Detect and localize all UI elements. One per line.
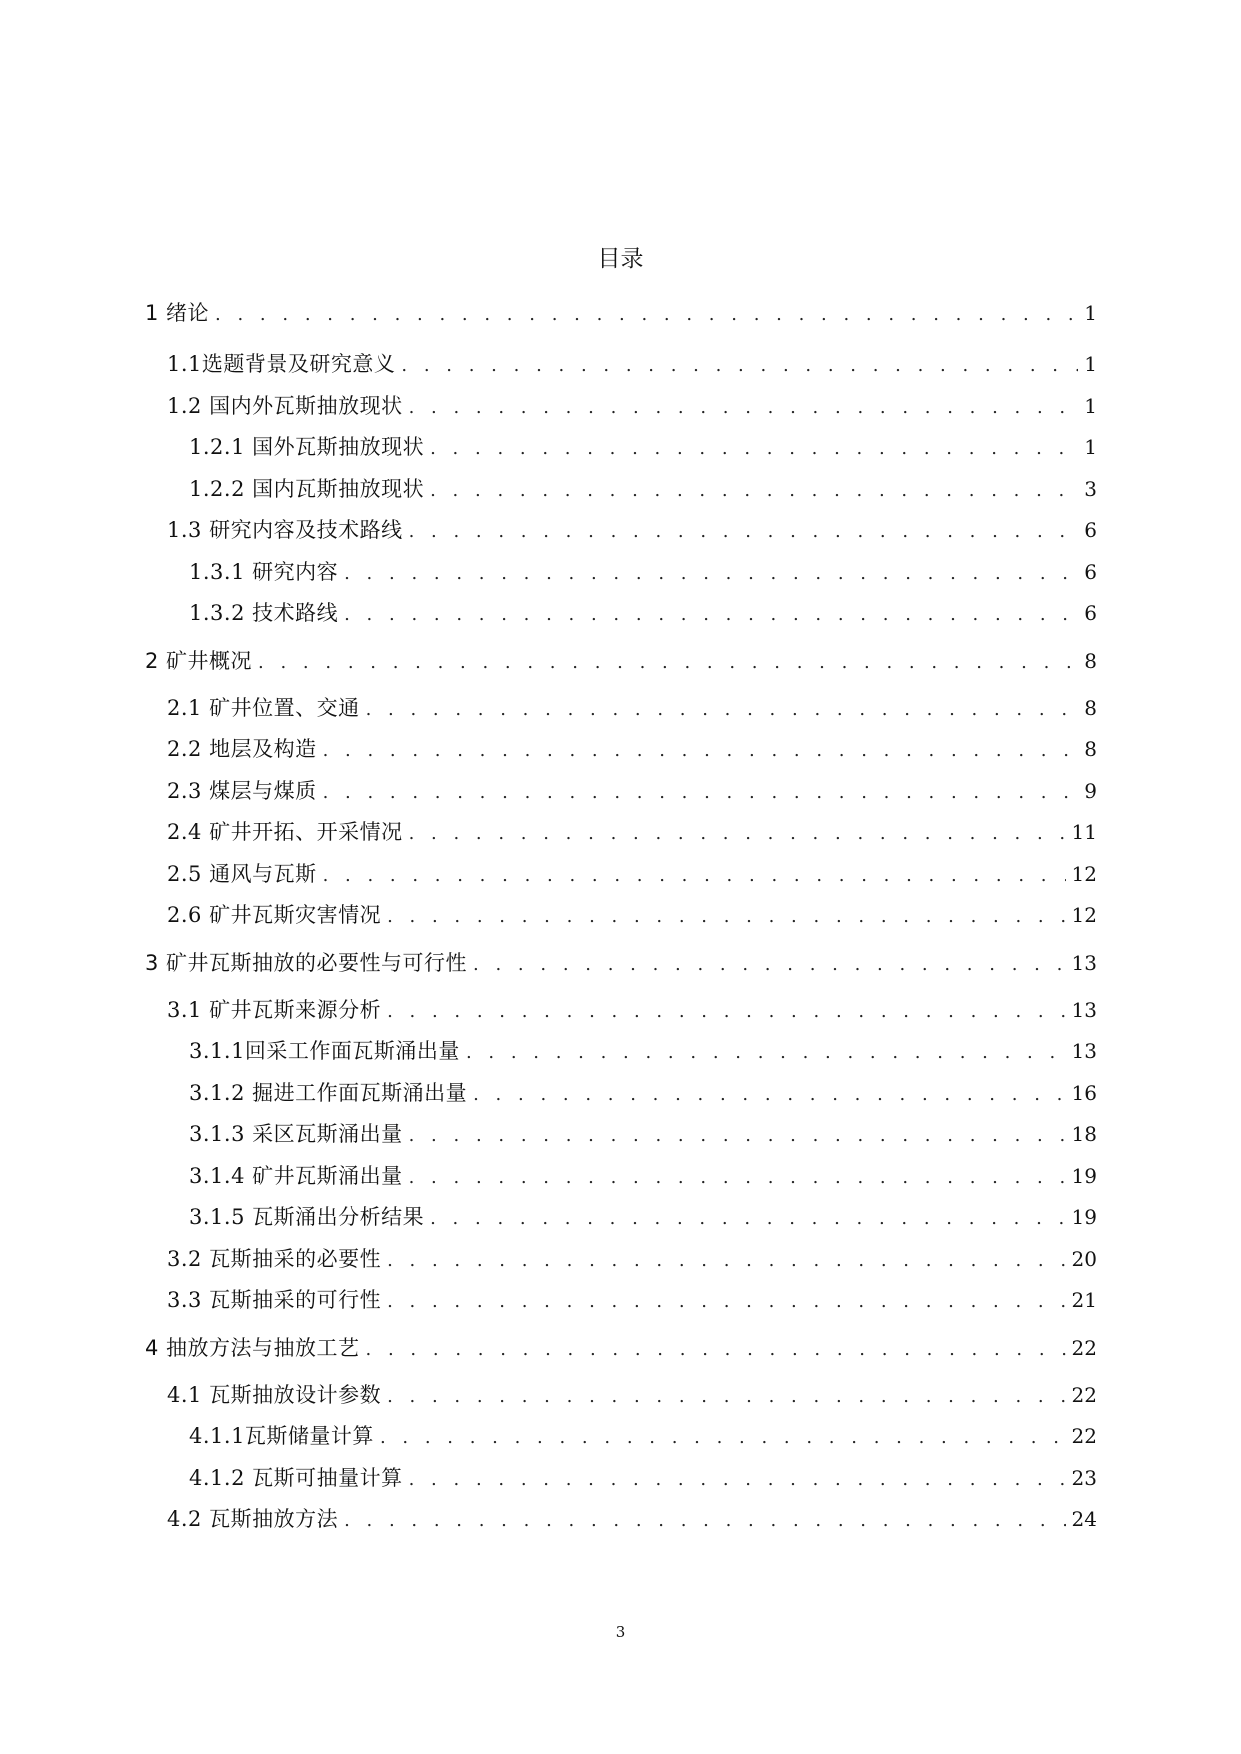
toc-entry-page: 21 bbox=[1071, 1288, 1097, 1312]
toc-entry-page: 9 bbox=[1084, 778, 1097, 803]
toc-entry[interactable] bbox=[145, 344, 1097, 386]
toc-dot-leader bbox=[344, 594, 1078, 636]
toc-entry-page: 1 bbox=[1084, 435, 1097, 459]
toc-entry-page: 1 bbox=[1084, 393, 1097, 418]
toc-entry-page: 12 bbox=[1071, 903, 1097, 927]
toc-entry-page: 8 bbox=[1084, 695, 1097, 720]
toc-entry[interactable] bbox=[145, 1499, 1097, 1541]
toc-entry[interactable] bbox=[145, 1031, 1097, 1073]
toc-entry[interactable] bbox=[145, 1197, 1097, 1239]
toc-entry-title: 3.1.4 矿井瓦斯涌出量 bbox=[189, 1163, 403, 1188]
toc-entry[interactable] bbox=[145, 1073, 1097, 1115]
toc-dot-leader bbox=[387, 1376, 1065, 1418]
toc-entry[interactable] bbox=[145, 1114, 1097, 1156]
toc-entry-title: 2.2 地层及构造 bbox=[167, 737, 317, 761]
toc-entry[interactable] bbox=[145, 469, 1097, 511]
toc-dot-leader bbox=[387, 1240, 1065, 1282]
toc-entry[interactable] bbox=[145, 990, 1097, 1032]
toc-entry-page: 3 bbox=[1084, 476, 1097, 501]
toc-entry-title: 2 矿井概况 bbox=[145, 648, 253, 673]
toc-entry[interactable] bbox=[145, 1416, 1097, 1458]
toc-entry-title: 4.1.1瓦斯储量计算 bbox=[189, 1424, 374, 1448]
toc-entry-page: 12 bbox=[1071, 861, 1097, 886]
toc-dot-leader bbox=[409, 1115, 1066, 1157]
toc-entry-title: 1.2 国内外瓦斯抽放现状 bbox=[167, 393, 403, 418]
toc-chapter-entry[interactable] bbox=[145, 1322, 1097, 1375]
toc-dot-leader bbox=[473, 1074, 1065, 1116]
toc-entry-title: 4.2 瓦斯抽放方法 bbox=[167, 1507, 339, 1531]
toc-entry-page: 19 bbox=[1071, 1163, 1097, 1188]
toc-dot-leader bbox=[258, 636, 1078, 689]
toc-dot-leader bbox=[344, 1500, 1065, 1542]
toc-dot-leader bbox=[473, 938, 1066, 991]
toc-entry-page: 22 bbox=[1071, 1382, 1097, 1407]
toc-entry-page: 6 bbox=[1084, 559, 1097, 584]
page-number: 3 bbox=[615, 1623, 626, 1641]
toc-dot-leader bbox=[366, 1323, 1066, 1376]
toc-dot-leader bbox=[387, 896, 1065, 938]
toc-entry[interactable] bbox=[145, 688, 1097, 730]
toc-dot-leader bbox=[430, 428, 1078, 470]
toc-entry-title: 2.5 通风与瓦斯 bbox=[167, 861, 317, 886]
toc-entry-title: 3.1.2 掘进工作面瓦斯涌出量 bbox=[189, 1080, 468, 1105]
toc-entry-title: 2.4 矿井开拓、开采情况 bbox=[167, 820, 403, 844]
toc-entry-title: 2.1 矿井位置、交通 bbox=[167, 695, 360, 720]
toc-dot-leader bbox=[215, 298, 1078, 332]
toc-entry-title: 3.1.3 采区瓦斯涌出量 bbox=[189, 1122, 403, 1146]
toc-entry-title: 3.1.5 瓦斯涌出分析结果 bbox=[189, 1205, 425, 1229]
toc-entry[interactable] bbox=[145, 1239, 1097, 1281]
toc-entry-title: 3 矿井瓦斯抽放的必要性与可行性 bbox=[145, 950, 468, 975]
toc-dot-leader bbox=[401, 345, 1078, 387]
page-title: 目录 bbox=[597, 246, 644, 272]
toc-entry-title: 2.6 矿井瓦斯灾害情况 bbox=[167, 903, 382, 927]
toc-entry-page: 13 bbox=[1071, 997, 1097, 1022]
toc-dot-leader bbox=[409, 1157, 1066, 1199]
toc-entry-page: 24 bbox=[1071, 1507, 1097, 1531]
toc-entry-title: 3.1 矿井瓦斯来源分析 bbox=[167, 997, 382, 1022]
toc-entry[interactable] bbox=[145, 812, 1097, 854]
toc-entry-page: 18 bbox=[1071, 1122, 1097, 1146]
toc-entry-page: 22 bbox=[1071, 1424, 1097, 1448]
toc-entry-title: 1 绪论 bbox=[145, 301, 210, 325]
toc-entry[interactable] bbox=[145, 1280, 1097, 1322]
toc-entry[interactable] bbox=[145, 1375, 1097, 1417]
toc-dot-leader bbox=[430, 1198, 1065, 1240]
toc-dot-leader bbox=[466, 1032, 1066, 1074]
toc-entry[interactable] bbox=[145, 386, 1097, 428]
toc-entry-title: 3.1.1回采工作面瓦斯涌出量 bbox=[189, 1039, 460, 1063]
toc-entry-page: 19 bbox=[1071, 1205, 1097, 1229]
toc-dot-leader bbox=[409, 1459, 1066, 1501]
toc-dot-leader bbox=[409, 813, 1066, 855]
toc-entry[interactable] bbox=[145, 1156, 1097, 1198]
toc-chapter-entry[interactable] bbox=[145, 937, 1097, 990]
toc-dot-leader bbox=[366, 689, 1079, 731]
toc-entry[interactable] bbox=[145, 854, 1097, 896]
toc-entry-page: 11 bbox=[1071, 820, 1097, 844]
toc-entry[interactable] bbox=[145, 729, 1097, 771]
toc-dot-leader bbox=[323, 730, 1079, 772]
toc-entry-title: 3.3 瓦斯抽采的可行性 bbox=[167, 1288, 382, 1312]
toc-entry-page: 20 bbox=[1071, 1246, 1097, 1271]
toc-entry-page: 16 bbox=[1071, 1080, 1097, 1105]
toc-dot-leader bbox=[430, 470, 1078, 512]
toc-dot-leader bbox=[387, 1281, 1065, 1323]
toc-entry-page: 23 bbox=[1071, 1465, 1097, 1490]
table-of-contents bbox=[145, 296, 1097, 1541]
toc-entry-title: 2.3 煤层与煤质 bbox=[167, 778, 317, 803]
toc-entry-title: 1.3.2 技术路线 bbox=[189, 601, 339, 625]
toc-entry-title: 1.3 研究内容及技术路线 bbox=[167, 518, 403, 542]
toc-entry-title: 1.1选题背景及研究意义 bbox=[167, 352, 396, 376]
toc-entry-title: 1.2.1 国外瓦斯抽放现状 bbox=[189, 435, 425, 459]
toc-entry-page: 1 bbox=[1084, 301, 1097, 325]
toc-entry-page: 8 bbox=[1084, 648, 1097, 673]
toc-entry-page: 8 bbox=[1084, 737, 1097, 761]
toc-entry-page: 1 bbox=[1084, 352, 1097, 376]
toc-entry[interactable] bbox=[145, 593, 1097, 635]
toc-entry[interactable] bbox=[145, 510, 1097, 552]
toc-entry[interactable] bbox=[145, 895, 1097, 937]
toc-chapter-entry[interactable] bbox=[145, 635, 1097, 688]
toc-dot-leader bbox=[344, 553, 1078, 595]
toc-dot-leader bbox=[380, 1417, 1066, 1459]
toc-dot-leader bbox=[409, 511, 1079, 553]
toc-entry[interactable] bbox=[145, 771, 1097, 813]
toc-dot-leader bbox=[409, 387, 1079, 429]
toc-entry[interactable] bbox=[145, 1458, 1097, 1500]
toc-chapter-entry[interactable] bbox=[145, 296, 1097, 344]
toc-entry-page: 6 bbox=[1084, 518, 1097, 542]
toc-dot-leader bbox=[323, 855, 1066, 897]
toc-entry-page: 13 bbox=[1071, 1039, 1097, 1063]
toc-entry-title: 4 抽放方法与抽放工艺 bbox=[145, 1335, 360, 1360]
toc-entry[interactable] bbox=[145, 427, 1097, 469]
toc-entry-title: 1.3.1 研究内容 bbox=[189, 559, 339, 584]
toc-entry-title: 4.1 瓦斯抽放设计参数 bbox=[167, 1382, 382, 1407]
toc-entry-title: 3.2 瓦斯抽采的必要性 bbox=[167, 1246, 382, 1271]
toc-entry-title: 1.2.2 国内瓦斯抽放现状 bbox=[189, 476, 425, 501]
toc-entry-page: 22 bbox=[1071, 1335, 1097, 1360]
toc-entry-title: 4.1.2 瓦斯可抽量计算 bbox=[189, 1465, 403, 1490]
toc-dot-leader bbox=[323, 772, 1079, 814]
toc-entry[interactable] bbox=[145, 552, 1097, 594]
toc-entry-page: 13 bbox=[1071, 950, 1097, 975]
toc-entry-page: 6 bbox=[1084, 601, 1097, 625]
toc-dot-leader bbox=[387, 991, 1065, 1033]
